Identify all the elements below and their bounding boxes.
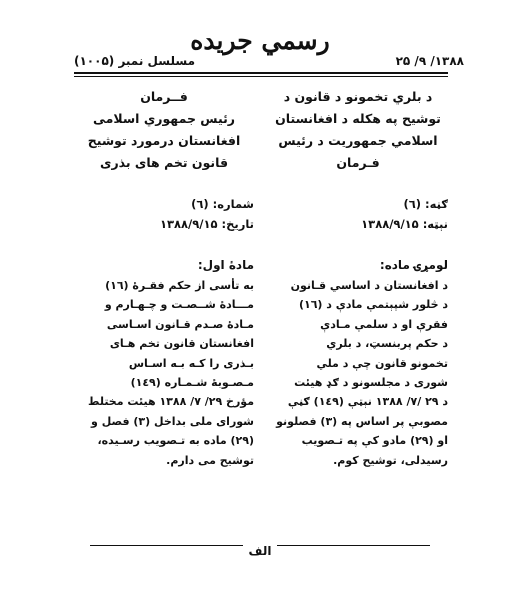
decree-date: تاريخ: ۱۳۸۸/۹/۱۵ [159,217,254,231]
body-line: فقرې او د سلمې مـادې [320,317,448,331]
body-line: مصوبې پر اساس په (۳) فصلونو [276,414,448,428]
body-line: شورى د مجلسونو د ګډ هيئت [294,376,448,390]
body-line: مـصـوبۀ شـمـاره (۱٤۹) [130,376,254,390]
body-line: د ۲۹ /۷/ ۱۳۸۸ نېټې (۱٤۹) ګڼې [287,395,448,409]
body-line: او (۲۹) مادو کې په تـصويب [301,434,448,448]
decree-date: نېټه: ۱۳۸۸/۹/۱۵ [361,217,448,231]
pashto-article [268,254,448,470]
masthead-rule [74,72,448,77]
decree-number: شماره: (٦) [191,197,254,211]
body-line: مـــادۀ شــصـت و چـهـارم و [104,298,254,312]
dari-decree-heading [74,86,254,174]
heading-line: افغانستان درمورد توشيح [87,133,241,148]
article-heading: مادۀ اول: [197,258,254,272]
body-line: مـادۀ صـدم قـانون اسـاسی [106,317,254,331]
serial-number: مسلسل نمبر (۱۰۰۵) [74,54,195,68]
issue-date: ۲۵ /۹ /۱۳۸۸ [395,54,464,68]
body-line: به تأسی از حکم فقـرۀ (۱٦) [105,279,254,292]
body-line: د حکم پربنسټ، د بلري [326,337,448,351]
dari-article [74,254,254,470]
body-line: د افغانستان د اساسي قـانون [290,279,448,292]
page-label-text: الف [243,544,278,558]
article-heading: لومړۍ ماده: [379,258,448,272]
pashto-decree-heading [268,86,448,174]
heading-line: قانون تخم هاى بذرى [99,155,229,170]
heading-line: فـرمان [336,155,380,170]
body-line: بـذرى را كـه بـه اسـاس [128,356,254,370]
body-line: د څلور شپېتمې مادې د (۱٦) [298,298,448,312]
heading-line: اسلامي جمهوريت د رئيس [278,133,438,148]
body-line: شوراى ملى بداخل (۳) فصل و [91,414,254,428]
page-label [190,544,330,558]
body-line: تخمونو قانون چې د ملي [316,356,448,370]
heading-line: توشيح په هکله د افغانستان [275,111,441,126]
body-line: افغانستان قانون تخم هـای [109,337,254,351]
gazette-title: رسمي جريده [190,26,330,55]
heading-line: د بلري تخمونو د قانون د [283,89,433,104]
decree-number: ګڼه: (٦) [403,197,448,211]
body-line: رسيدلى، توشيح کوم. [333,453,448,467]
dari-decree-meta [74,194,254,234]
heading-line: رئيس جمهوري اسلامی [93,111,235,126]
heading-line: فــرمان [140,89,188,104]
body-line: مؤرخ ۲۹/ ۷/ ۱۳۸۸ هيئت مختلط [88,395,254,409]
body-line: (۲۹) ماده به تـصويب رسـيده، [97,434,254,448]
pashto-decree-meta [268,194,448,234]
body-line: توشيح مى دارم. [166,453,254,467]
